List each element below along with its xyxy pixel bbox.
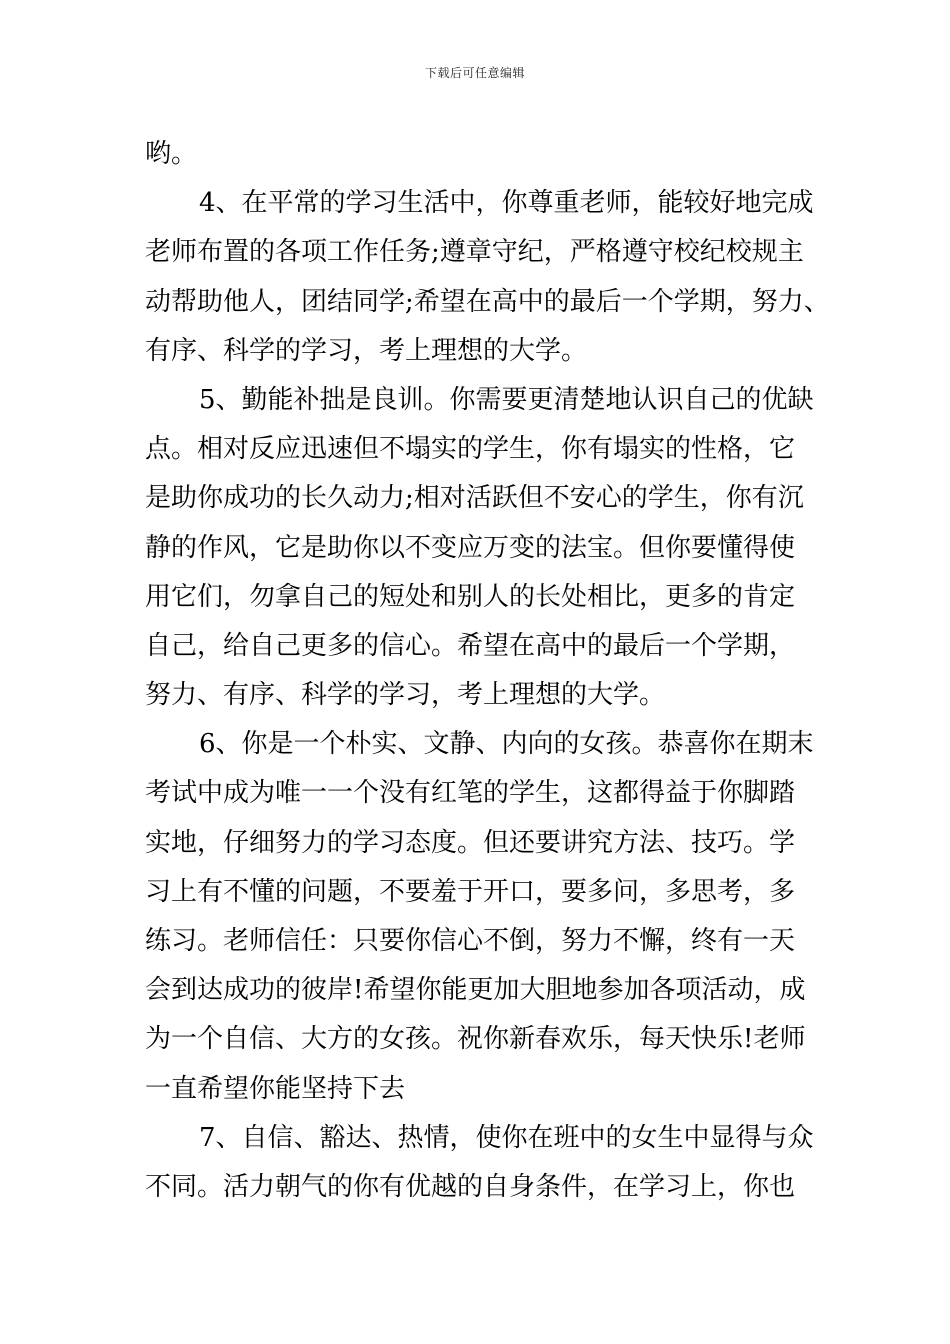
page-header: 下载后可任意编辑 — [424, 66, 525, 80]
text-line: 点。相对反应迅速但不塌实的学生，你有塌实的性格，它 — [145, 434, 796, 465]
text-line: 努力、有序、科学的学习，考上理想的大学。 — [145, 680, 666, 711]
text-line: 动帮助他人，团结同学;希望在高中的最后一个学期，努力、 — [145, 286, 830, 317]
text-line: 实地，仔细努力的学习态度。但还要讲究方法、技巧。学 — [145, 827, 796, 858]
text-line: 有序、科学的学习，考上理想的大学。 — [145, 335, 588, 366]
text-line: 老师布置的各项工作任务;遵章守纪，严格遵守校纪校规主 — [145, 237, 804, 268]
text-line: 一直希望你能坚持下去 — [145, 1073, 406, 1104]
text-line: 是助你成功的长久动力;相对活跃但不安心的学生，你有沉 — [145, 483, 804, 514]
text-line: 习上有不懂的问题，不要羞于开口，要多问，多思考，多 — [145, 876, 796, 907]
text-line: 静的作风，它是助你以不变应万变的法宝。但你要懂得使 — [145, 532, 796, 563]
text-line: 用它们，勿拿自己的短处和别人的长处相比，更多的肯定 — [145, 581, 796, 612]
document-body — [145, 130, 830, 1212]
paragraph-start-line: 7、自信、豁达、热情，使你在班中的女生中显得与众 — [199, 1122, 814, 1153]
text-line: 练习。老师信任：只要你信心不倒，努力不懈，终有一天 — [145, 926, 796, 956]
text-line: 自己，给自己更多的信心。希望在高中的最后一个学期， — [145, 630, 796, 661]
paragraph-start-line: 4、在平常的学习生活中，你尊重老师，能较好地完成 — [199, 188, 814, 219]
paragraph-start-line: 6、你是一个朴实、文静、内向的女孩。恭喜你在期末 — [199, 729, 814, 760]
text-line: 为一个自信、大方的女孩。祝你新春欢乐，每天快乐!老师 — [145, 1024, 806, 1055]
paragraph-start-line: 5、勤能补拙是良训。你需要更清楚地认识自己的优缺 — [199, 384, 814, 415]
text-line: 哟。 — [145, 139, 198, 169]
text-line: 会到达成功的彼岸!希望你能更加大胆地参加各项活动，成 — [145, 975, 806, 1006]
text-line: 不同。活力朝气的你有优越的自身条件，在学习上，你也 — [145, 1171, 796, 1202]
text-line: 考试中成为唯一一个没有红笔的学生，这都得益于你脚踏 — [145, 778, 796, 809]
